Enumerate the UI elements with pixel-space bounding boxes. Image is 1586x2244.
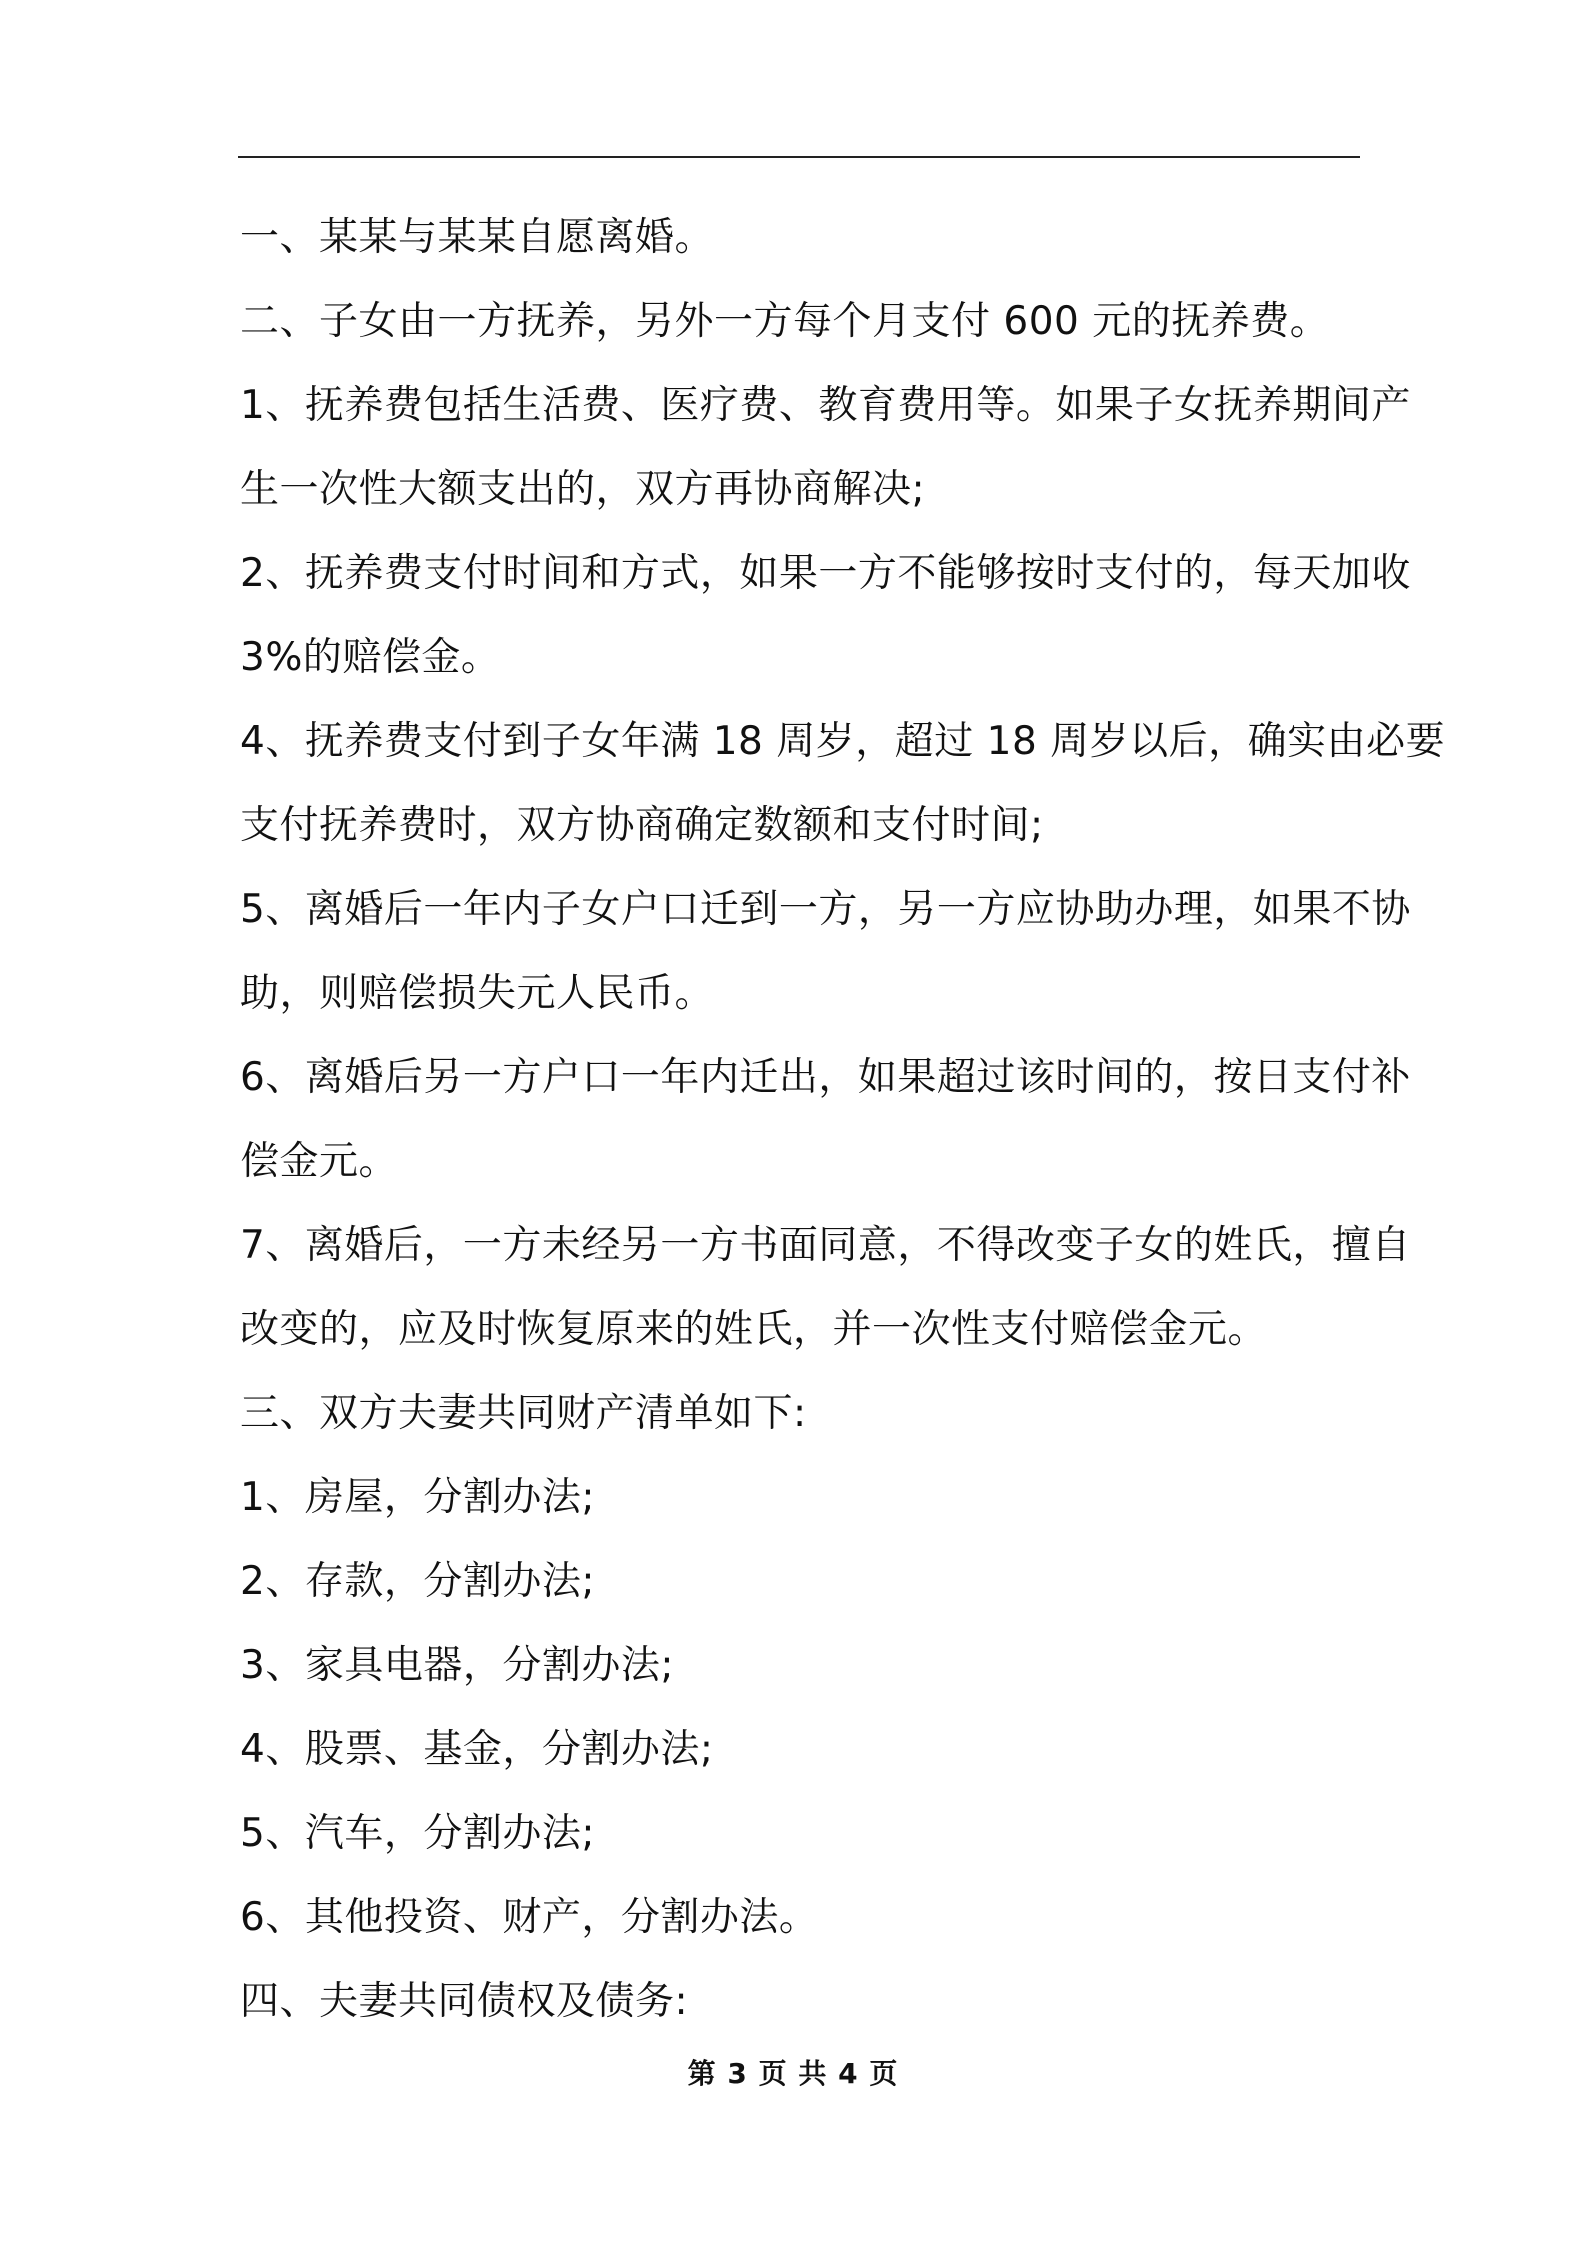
paragraph-line: 2、抚养费支付时间和方式，如果一方不能够按时支付的，每天加收 bbox=[240, 551, 1411, 596]
paragraph-line: 1、房屋，分割办法; bbox=[240, 1475, 595, 1520]
header-divider bbox=[238, 156, 1360, 158]
paragraph-line: 6、离婚后另一方户口一年内迁出，如果超过该时间的，按日支付补 bbox=[240, 1055, 1411, 1100]
paragraph-line: 三、双方夫妻共同财产清单如下: bbox=[240, 1391, 807, 1436]
paragraph-line: 3、家具电器，分割办法; bbox=[240, 1643, 674, 1688]
paragraph-line: 5、汽车，分割办法; bbox=[240, 1811, 595, 1856]
paragraph-line: 4、股票、基金，分割办法; bbox=[240, 1727, 714, 1772]
paragraph-line: 5、离婚后一年内子女户口迁到一方，另一方应协助办理，如果不协 bbox=[240, 887, 1411, 932]
paragraph-line: 7、离婚后，一方未经另一方书面同意，不得改变子女的姓氏，擅自 bbox=[240, 1223, 1411, 1268]
paragraph-line: 4、抚养费支付到子女年满 18 周岁，超过 18 周岁以后，确实由必要 bbox=[240, 719, 1446, 764]
paragraph-line: 一、某某与某某自愿离婚。 bbox=[240, 215, 715, 260]
paragraph-line: 二、子女由一方抚养，另外一方每个月支付 600 元的抚养费。 bbox=[240, 299, 1330, 344]
paragraph-line: 改变的，应及时恢复原来的姓氏，并一次性支付赔偿金元。 bbox=[240, 1307, 1268, 1352]
paragraph-line: 生一次性大额支出的，双方再协商解决; bbox=[240, 467, 926, 512]
paragraph-line: 四、夫妻共同债权及债务: bbox=[240, 1979, 689, 2024]
paragraph-line: 6、其他投资、财产，分割办法。 bbox=[240, 1895, 819, 1940]
page-number: 第 3 页 共 4 页 bbox=[687, 2057, 899, 2090]
paragraph-line: 助，则赔偿损失元人民币。 bbox=[240, 971, 715, 1016]
document-body bbox=[240, 196, 1446, 2044]
paragraph-line: 3%的赔偿金。 bbox=[240, 635, 501, 680]
paragraph-line: 1、抚养费包括生活费、医疗费、教育费用等。如果子女抚养期间产 bbox=[240, 383, 1411, 428]
paragraph-line: 支付抚养费时，双方协商确定数额和支付时间; bbox=[240, 803, 1044, 848]
paragraph-line: 偿金元。 bbox=[240, 1139, 399, 1184]
paragraph-line: 2、存款，分割办法; bbox=[240, 1559, 595, 1604]
